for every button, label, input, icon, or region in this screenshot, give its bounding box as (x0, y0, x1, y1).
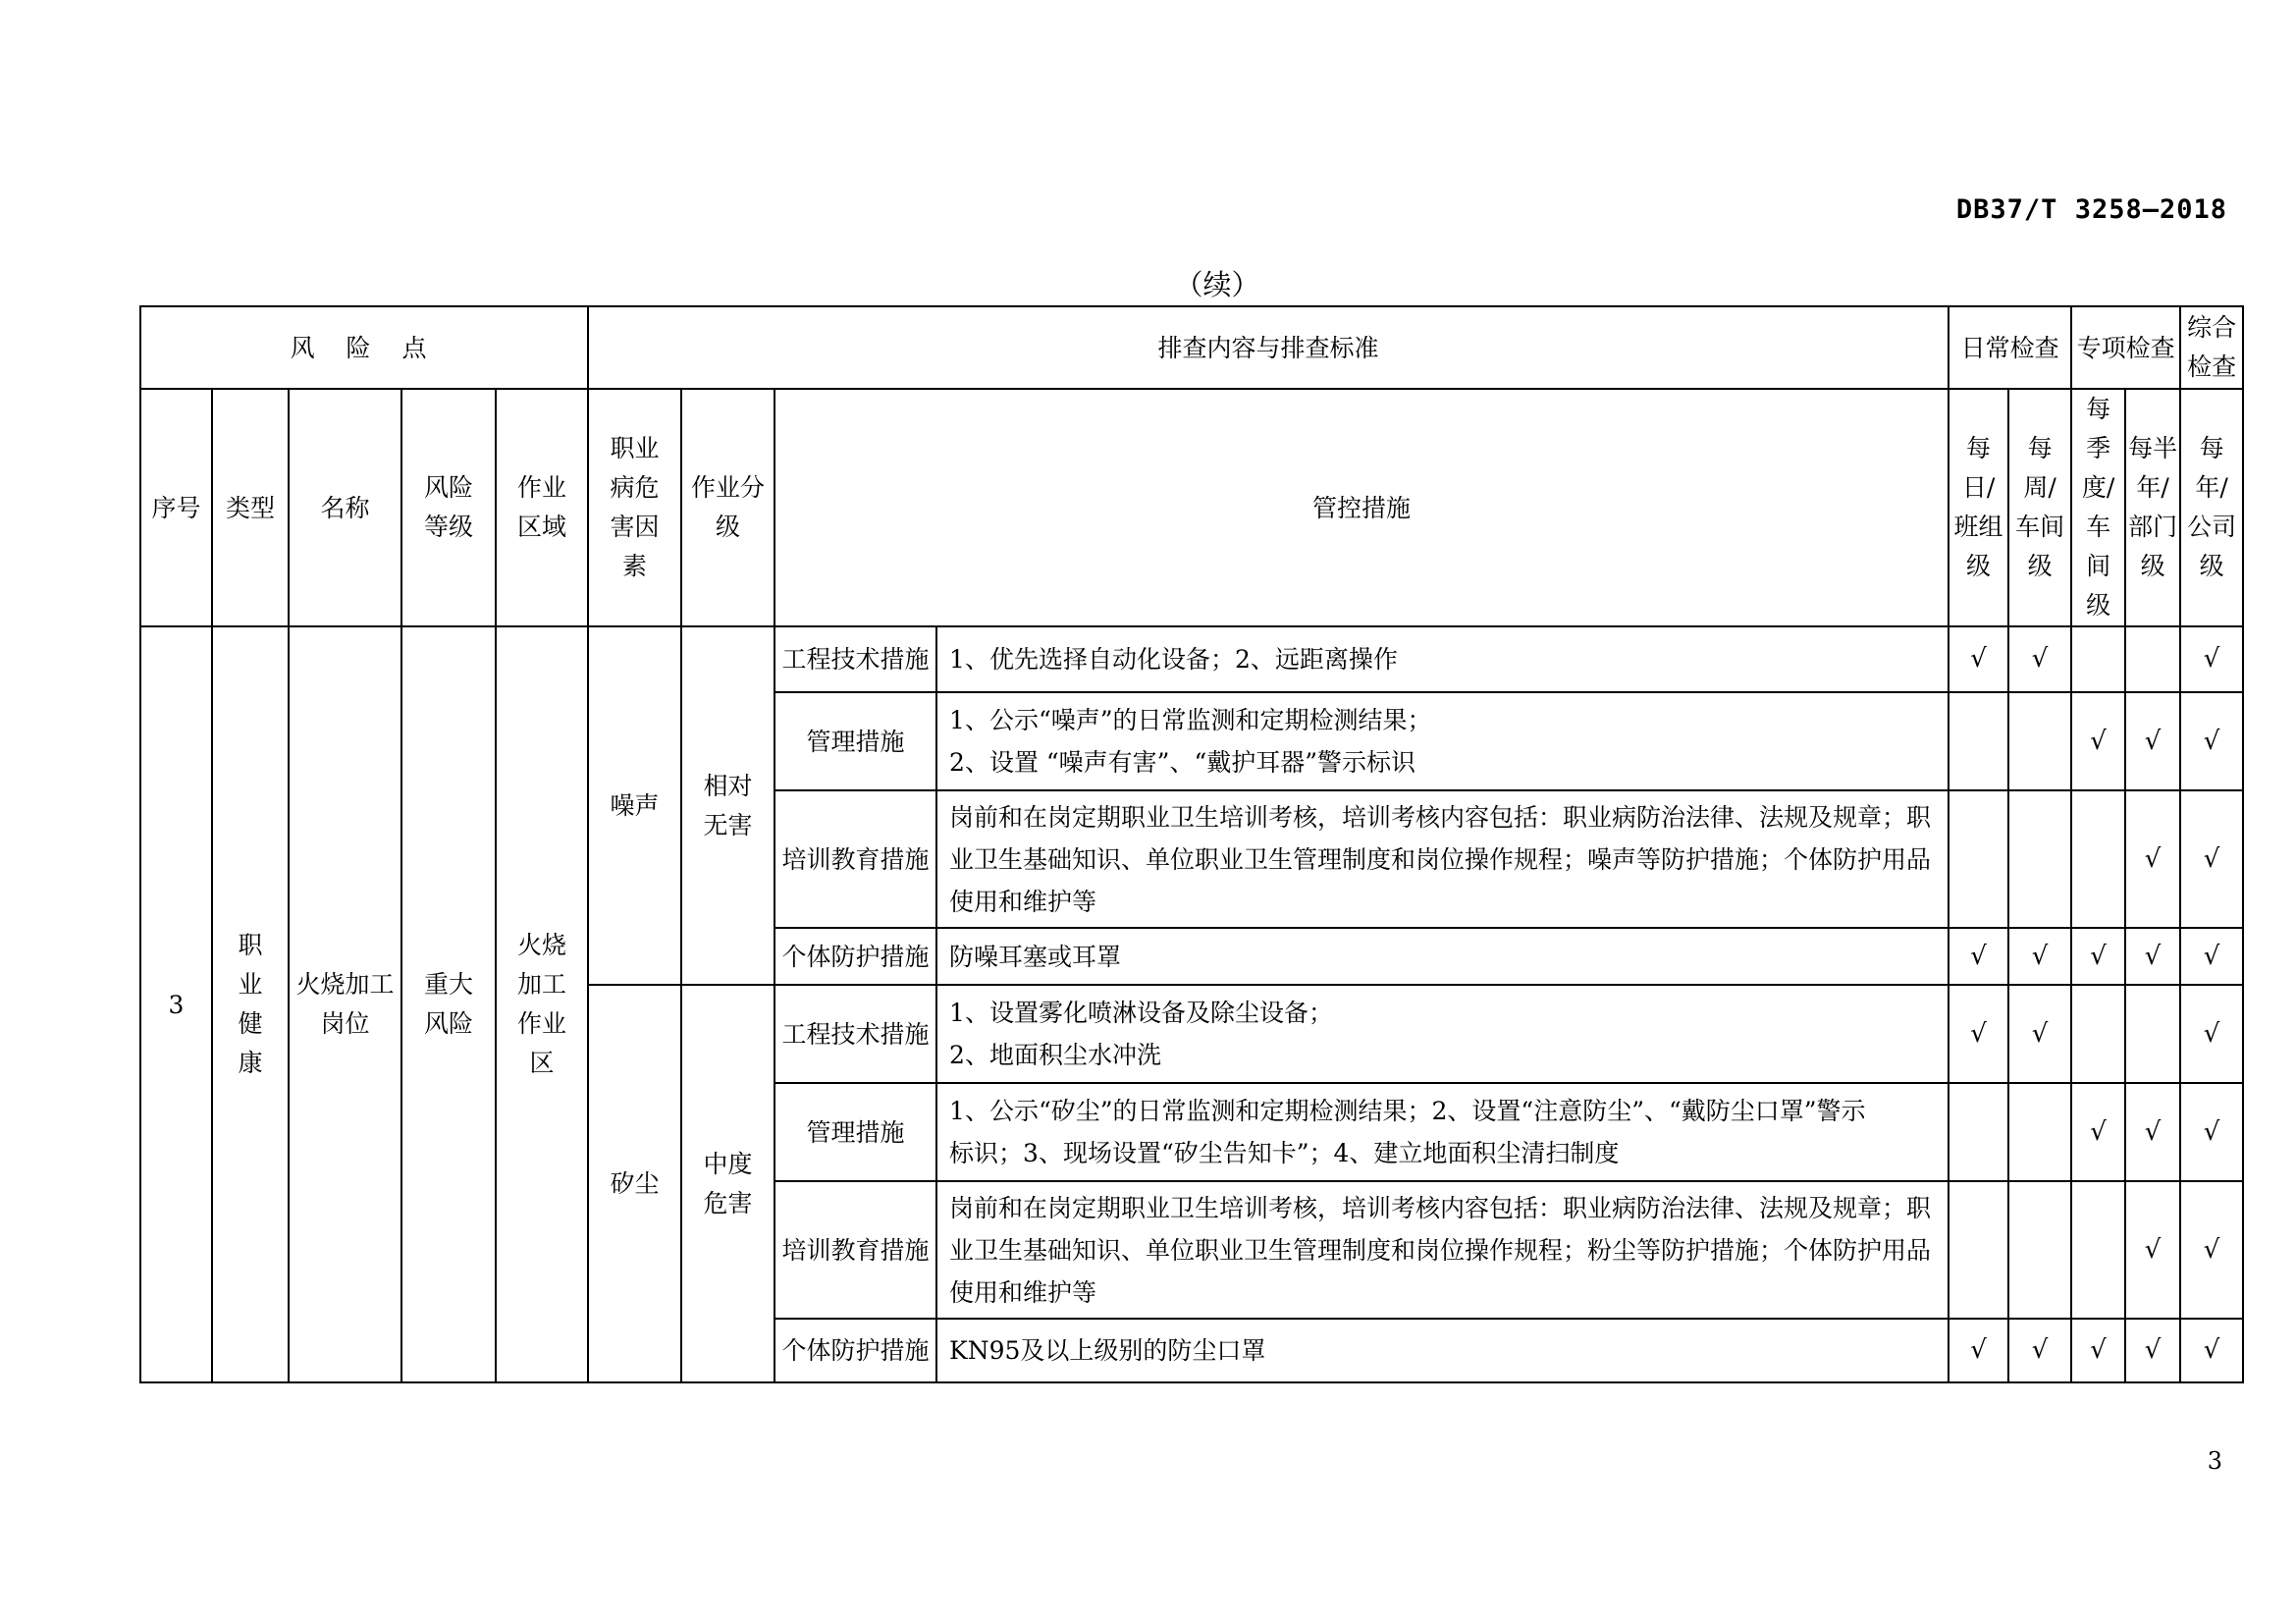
check-mark (1949, 790, 2008, 928)
description-line: 2、设置 “噪声有害”、“戴护耳器”警示标识 (949, 748, 1416, 777)
col-header-daily-team: 每日/班组级 (1949, 389, 2008, 626)
measure-category: 个体防护措施 (774, 1319, 936, 1382)
measure-description (936, 1319, 1949, 1382)
description-line: 使用和维护等 (949, 1277, 1097, 1307)
check-mark (2071, 790, 2125, 928)
col-header-name: 名称 (289, 389, 401, 626)
measure-category: 个体防护措施 (774, 928, 936, 985)
col-header-yearly-company: 每年/公司级 (2180, 389, 2243, 626)
col-header-half-year-dept: 每半年/部门级 (2125, 389, 2180, 626)
description-line: 岗前和在岗定期职业卫生培训考核，培训考核内容包括：职业病防治法律、法规及规章；职 (949, 802, 1932, 832)
table-body (140, 626, 2243, 1382)
check-mark (2071, 626, 2125, 692)
check-mark (2071, 1181, 2125, 1319)
description-line: 1、优先选择自动化设备；2、远距离操作 (949, 645, 1398, 674)
measure-category: 培训教育措施 (774, 1181, 936, 1319)
check-mark (1949, 1083, 2008, 1181)
document-code: DB37/T 3258—2018 (1955, 194, 2227, 225)
check-mark: √ (1949, 928, 2008, 985)
measure-description (936, 692, 1949, 790)
risk-name: 火烧加工岗位 (289, 626, 401, 1382)
col-header-seq: 序号 (140, 389, 212, 626)
group-header-special: 专项检查 (2071, 306, 2180, 389)
check-mark: √ (2180, 1083, 2243, 1181)
check-mark (2071, 985, 2125, 1083)
measure-category: 培训教育措施 (774, 790, 936, 928)
check-mark: √ (2071, 692, 2125, 790)
check-mark (2008, 1083, 2071, 1181)
hazard-factor: 噪声 (588, 626, 681, 985)
description-line: 防噪耳塞或耳罩 (949, 942, 1122, 971)
description-line: KN95及以上级别的防尘口罩 (949, 1336, 1266, 1365)
col-header-area: 作业区域 (496, 389, 588, 626)
col-header-quarterly-workshop: 每季度/车间级 (2071, 389, 2125, 626)
check-mark: √ (2008, 928, 2071, 985)
col-header-weekly-workshop: 每周/车间级 (2008, 389, 2071, 626)
check-mark: √ (2180, 1181, 2243, 1319)
hazard-factor: 矽尘 (588, 985, 681, 1382)
group-header-comprehensive: 综合检查 (2180, 306, 2243, 389)
description-line: 业卫生基础知识、单位职业卫生管理制度和岗位操作规程；噪声等防护措施；个体防护用品 (949, 844, 1932, 874)
col-header-type: 类型 (212, 389, 289, 626)
check-mark: √ (2125, 1319, 2180, 1382)
work-grade: 中度危害 (681, 985, 774, 1382)
description-line: 1、公示“矽尘”的日常监测和定期检测结果；2、设置“注意防尘”、“戴防尘口罩”警示 (949, 1097, 1866, 1125)
check-mark: √ (2071, 1083, 2125, 1181)
col-header-level: 风险等级 (401, 389, 496, 626)
group-header-content: 排查内容与排查标准 (588, 306, 1949, 389)
check-mark: √ (2071, 1319, 2125, 1382)
check-mark (2008, 1181, 2071, 1319)
check-mark: √ (1949, 1319, 2008, 1382)
continuation-label: （续） (1174, 268, 1260, 301)
check-mark: √ (2125, 928, 2180, 985)
risk-area: 火烧加工作业区 (496, 626, 588, 1382)
measure-category: 管理措施 (774, 1083, 936, 1181)
col-header-measures: 管控措施 (774, 389, 1949, 626)
check-mark (2125, 985, 2180, 1083)
measure-description (936, 1083, 1949, 1181)
check-mark (2125, 626, 2180, 692)
check-mark: √ (2125, 1083, 2180, 1181)
check-mark: √ (2125, 1181, 2180, 1319)
check-mark: √ (2180, 928, 2243, 985)
description-line: 1、公示“噪声”的日常监测和定期检测结果； (949, 706, 1432, 734)
group-header-daily: 日常检查 (1949, 306, 2071, 389)
page-number: 3 (2207, 1447, 2222, 1475)
col-header-grade: 作业分级 (681, 389, 774, 626)
check-mark: √ (2180, 790, 2243, 928)
description-line: 岗前和在岗定期职业卫生培训考核，培训考核内容包括：职业病防治法律、法规及规章；职 (949, 1193, 1932, 1222)
measure-category: 管理措施 (774, 692, 936, 790)
description-line: 使用和维护等 (949, 887, 1097, 916)
check-mark: √ (2125, 692, 2180, 790)
check-mark: √ (2125, 790, 2180, 928)
check-mark: √ (2008, 1319, 2071, 1382)
measure-category: 工程技术措施 (774, 626, 936, 692)
check-mark (2008, 692, 2071, 790)
risk-type: 职业健康 (212, 626, 289, 1382)
measure-description (936, 928, 1949, 985)
check-mark (1949, 1181, 2008, 1319)
risk-seq: 3 (140, 626, 212, 1382)
description-line: 2、地面积尘水冲洗 (949, 1041, 1161, 1069)
check-mark: √ (2180, 985, 2243, 1083)
work-grade: 相对无害 (681, 626, 774, 985)
group-header-risk-point: 风 险 点 (140, 306, 588, 389)
measure-description (936, 1181, 1949, 1319)
check-mark: √ (2008, 626, 2071, 692)
description-line: 业卫生基础知识、单位职业卫生管理制度和岗位操作规程；粉尘等防护措施；个体防护用品 (949, 1235, 1932, 1265)
col-header-factor: 职业病危害因素 (588, 389, 681, 626)
check-mark (2008, 790, 2071, 928)
check-mark: √ (2180, 1319, 2243, 1382)
check-mark: √ (2180, 626, 2243, 692)
risk-level: 重大风险 (401, 626, 496, 1382)
description-line: 标识；3、现场设置“矽尘告知卡”；4、建立地面积尘清扫制度 (949, 1139, 1620, 1167)
check-mark: √ (2008, 985, 2071, 1083)
check-mark: √ (1949, 626, 2008, 692)
check-mark: √ (1949, 985, 2008, 1083)
check-mark: √ (2071, 928, 2125, 985)
measure-description (936, 790, 1949, 928)
measure-category: 工程技术措施 (774, 985, 936, 1083)
check-mark: √ (2180, 692, 2243, 790)
risk-inspection-table (139, 305, 2244, 1383)
table-row (140, 626, 2243, 692)
measure-description (936, 985, 1949, 1083)
check-mark (1949, 692, 2008, 790)
measure-description (936, 626, 1949, 692)
description-line: 1、设置雾化喷淋设备及除尘设备； (949, 999, 1333, 1027)
